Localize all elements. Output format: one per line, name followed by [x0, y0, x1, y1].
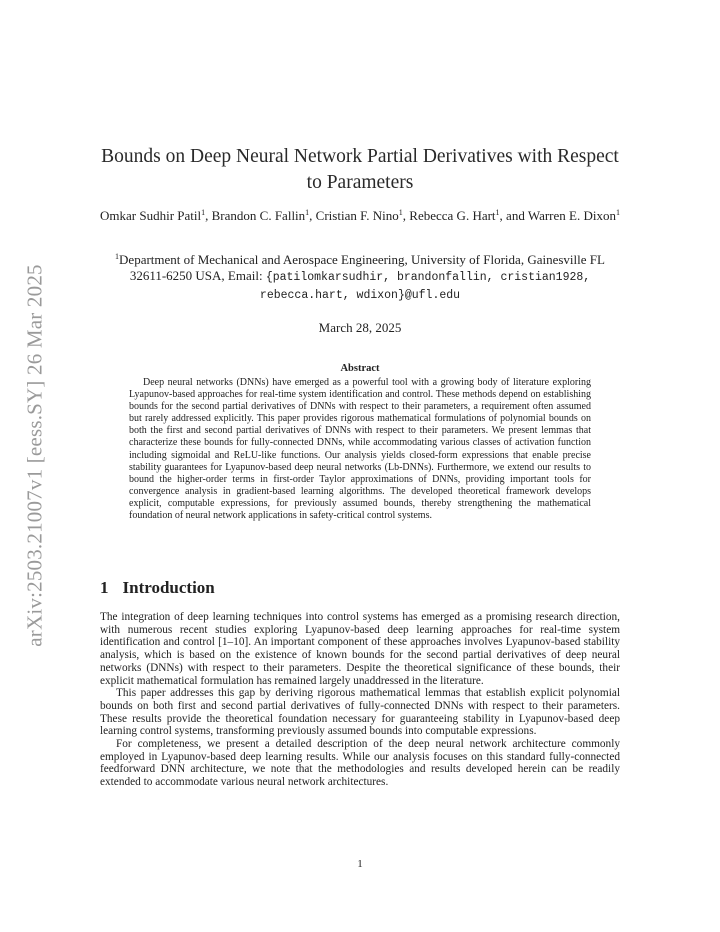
- paper-date: March 28, 2025: [318, 320, 402, 335]
- arxiv-identifier-text: arXiv:2503.21007v1 [eess.SY] 26 Mar 2025: [22, 263, 47, 647]
- affiliation-text: Department of Mechanical and Aerospace Engineering, University of Florida, Gainesville FL 32611-6250 USA, Email:: [119, 252, 605, 283]
- section-title: Introduction: [122, 578, 215, 597]
- author-name: Brandon C. Fallin: [211, 208, 306, 223]
- author-affiliation-mark: 1: [615, 208, 620, 217]
- introduction-body: [100, 611, 620, 789]
- affiliation: [96, 252, 624, 304]
- author-list: Omkar Sudhir Patil$^1$, Brandon C. Fallin$^1$, Cristian F. Nino$^1$, Rebecca G. Hart$^1$, and Warren E. Dixon$^1$: [100, 208, 620, 223]
- affiliation-mark: 1: [115, 252, 120, 261]
- paragraph: This paper addresses this gap by deriving rigorous mathematical lemmas that establish explicit polynomial bounds on both first and second partial derivatives of fully-connected DNNs with respect to their parameters. These results provide the theoretical foundation necessary for guaranteeing stability in Lyapunov-based deep learning control systems, transforming previously assumed bounds into computable expressions.: [100, 687, 620, 738]
- abstract-heading: Abstract: [340, 363, 380, 374]
- author-name: Rebecca G. Hart: [409, 208, 496, 223]
- author-affiliation-mark: 1: [398, 208, 403, 217]
- paragraph: The integration of deep learning techniques into control systems has emerged as a promising research direction, with numerous recent studies exploring Lyapunov-based deep learning approaches for real-time system identification and control [1–10]. An important component of these approaches involves Lyapunov-based stability analysis, which is based on the existence of known bounds for the second partial derivatives of deep neural networks (DNNs) with respect to their parameters. Despite the theoretical significance of these bounds, their explicit mathematical formulation has remained largely unaddressed in the literature.: [100, 611, 620, 687]
- abstract-text: Deep neural networks (DNNs) have emerged as a powerful tool with a growing body of literature exploring Lyapunov-based approaches for real-time system identification and control. These methods depend on establishing bounds for the second partial derivatives of DNNs with respect to their parameters, a requirement often assumed but rarely addressed explicitly. This paper provides rigorous mathematical formulations of polynomial bounds on both the first and second partial derivatives of DNNs with respect to their parameters. We present lemmas that characterize these bounds for fully-connected DNNs, while accommodating various classes of activation function including sigmoidal and ReLU-like functions. Our analysis yields closed-form expressions that enable precise stability guarantees for Lyapunov-based deep neural networks (Lb-DNNs). Furthermore, we extend our results to bound the higher-order terms in first-order Taylor approximations of DNNs, providing important tools for convergence analysis in gradient-based learning algorithms. The developed theoretical framework develops explicit, computable expressions, for previously assumed bounds, thereby strengthening the mathematical foundation of neural network applications in safety-critical control systems.: [129, 377, 591, 522]
- paper-title: Bounds on Deep Neural Network Partial Derivatives with Respect to Parameters: [101, 146, 619, 193]
- page-number: 1: [357, 858, 363, 870]
- author-name: Cristian F. Nino: [315, 208, 399, 223]
- author-affiliation-mark: 1: [201, 208, 206, 217]
- paragraph: For completeness, we present a detailed description of the deep neural network architecture commonly employed in Lyapunov-based deep learning results. While our analysis focuses on this standard fully-connected feedforward DNN architecture, we note that the methodologies and results developed herein can be readily extended to accommodate various neural network architectures.: [100, 738, 620, 789]
- author-name: Omkar Sudhir Patil: [100, 208, 202, 223]
- section-heading: [100, 578, 215, 598]
- author-affiliation-mark: 1: [495, 208, 500, 217]
- author-affiliation-mark: 1: [305, 208, 310, 217]
- author-emails: {patilomkarsudhir, brandonfallin, cristian1928, rebecca.hart, wdixon}@ufl.edu: [259, 271, 591, 302]
- author-name: Warren E. Dixon: [527, 208, 616, 223]
- arxiv-identifier: [18, 240, 52, 670]
- section-number: 1: [100, 578, 109, 597]
